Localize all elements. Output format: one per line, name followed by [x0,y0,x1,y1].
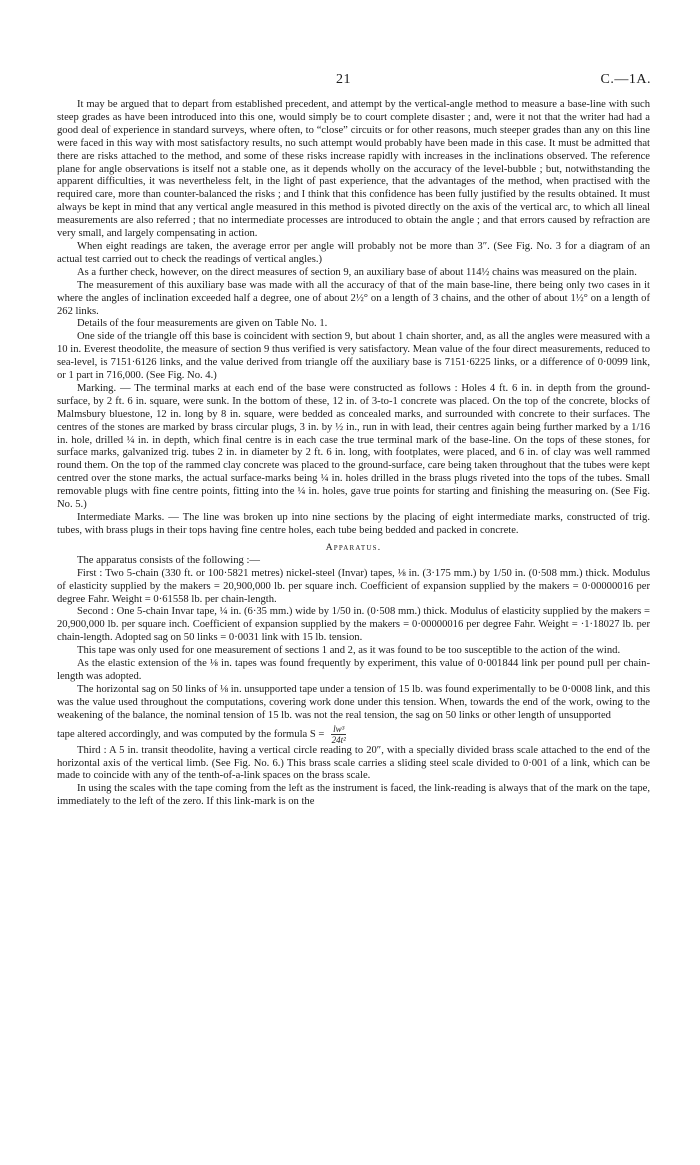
paragraph: The measurement of this auxiliary base was made with all the accuracy of that of the main base-line, there being only two cases in it where the angles of inclination exceeded half a degree, one of about 2½° on a length of 3 chains, and the other of about 1½° on a length of 262 links. [57,279,650,317]
paragraph: The apparatus consists of the following :— [77,554,261,566]
sag-formula [57,724,650,745]
paragraph: Third : A 5 in. transit theodolite, having a vertical circle reading to 20″, with a specially divided brass scale attached to the end of the horizontal axis of the vertical limb. (See Fig. No. 6.) This brass scale carries a sliding steel scale divided to 0·001 of a link, which can be made to coincide with any of the tenth-of-a-link spaces on the brass scale. [57,744,650,782]
section-heading: Apparatus. [325,542,382,553]
paragraph: First : Two 5-chain (330 ft. or 100·5821 metres) nickel-steel (Invar) tapes, ⅛ in. (3·175 mm.) by 1/50 in. (0·508 mm.) thick. Modulus of elasticity supplied by the makers = 20,900,000 lb. per square inch. Coefficient of expansion supplied by the makers = 0·00000016 per degree Fahr. Weight = 0·61558 lb. per chain-length. [57,567,650,605]
paragraph: As the elastic extension of the ⅛ in. tapes was found frequently by experiment, this value of 0·001844 link per pound pull per chain-length was adopted. [57,658,650,682]
paragraph: In using the scales with the tape coming from the left as the instrument is faced, the link-reading is always that of the mark on the tape, immediately to the left of the zero. If this link-mark is on the [57,783,650,808]
paragraph: This tape was only used for one measurement of sections 1 and 2, as it was found to be too susceptible to the action of the wind. [77,645,621,657]
paragraph: The horizontal sag on 50 links of ⅛ in. unsupported tape under a tension of 15 lb. was found experimentally to be 0·0008 link, and this was the value used throughout the computations, covering work done under this tension. When, towards the end of the work, owing to the weakening of the balance, the nominal tension of 15 lb. was not the real tension, the sag on 50 links or other length of unsupported [57,683,650,721]
formula-lead-text: tape altered accordingly, and was computed by the formula S = $\frac{\text{lw³}}{\text{24t²}}$ [57,723,346,745]
paragraph: Intermediate Marks. — The line was broken up into nine sections by the placing of eight intermediate marks, constructed of trig. tubes, with brass plugs in their tops having fine centre holes, each tube being bedded and packed in concrete. [57,512,650,536]
page-body [57,68,650,809]
paragraph: As a further check, however, on the direct measures of section 9, an auxiliary base of about 114½ chains was measured on the plain. [77,266,637,278]
paragraph: Second : One 5-chain Invar tape, ¼ in. (6·35 mm.) wide by 1/50 in. (0·508 mm.) thick. Modulus of elasticity supplied by the makers = 20,900,000 lb. per square inch. Coefficient of expansion supplied by the makers = 0·00000016 per degree Fahr. Weight = ·1·18027 lb. per chain-length. Adopted sag on 50 links = 0·0031 link with 15 lb. tension. [57,606,650,644]
paragraph: Details of the four measurements are given on Table No. 1. [77,318,328,330]
paragraph: It may be argued that to depart from established precedent, and attempt by the vertical-angle method to measure a base-line with such steep grades as have been introduced into this one, would simply be to court complete disaster ; and, were it not that the writer had had a good deal of experience in standard surveys, where often, to “close” circuits or for other reasons, much steeper grades than any on this line were faced in this way with most satisfactory results, no such attempt would probably have been made in this case. It must be admitted that there are risks attached to the method, and some of these risks increase rapidly with increases in the inclinations observed. The reference plane for angle observations is itself not a stable one, as it depends wholly on the accuracy of the level-bubble ; but, notwithstanding the apparent difficulties, it was nevertheless felt, in the light of past experience, that the advantages of the method, when practised with the required care, more than counter-balanced the risks ; and I think that this confidence has been fully justified by the results obtained. It must always be kept in mind that any vertical angle measured in this method is pivoted directly on the axis of the vertical arc, to which all lineal measurements are also referred ; that no intermediate processes are introduced to obtain the angle ; and that errors caused by refraction are very small, and largely compensating in action. [57,99,650,240]
section-code: C.—1A. [600,72,651,87]
paragraph: One side of the triangle off this base is coincident with section 9, but about 1 chain shorter, and, as all the angles were measured with a 10 in. Everest theodolite, the measure of section 9 thus verified is very satisfactory. Mean value of the four direct measurements, reduced to sea-level, is 7151·6126 links, and the value derived from triangle off the auxiliary base is 7151·6225 links, or a difference of 0·0099 link, or 1 part in 716,000. (See Fig. No. 4.) [57,331,650,382]
page-number: 21 [336,72,351,87]
paragraph: When eight readings are taken, the average error per angle will probably not be more than 3″. (See Fig. No. 3 for a diagram of an actual test carried out to check the readings of vertical angles.) [57,240,650,265]
formula-denominator: 24t² [331,734,346,745]
formula-fraction [331,724,346,745]
formula-numerator: lw³ [333,723,345,734]
paragraph: Marking. — The terminal marks at each end of the base were constructed as follows : Holes 4 ft. 6 in. in depth from the ground-surface, by 2 ft. 6 in. square, were sunk. In the bottom of these, 12 in. of 3-to-1 concrete was placed. On the top of the concrete, blocks of Malmsbury bluestone, 12 in. long by 8 in. square, were bedded as concealed marks, and surrounded with concrete to their surfaces. The centres of the stones are marked by brass circular plugs, 3 in. by ½ in., run in with lead, their centres again being further marked by a 1/16 in. hole, drilled ¼ in. in depth, which final centre is in each case the true terminal mark of the base-line. On the tops of these stones, for surface marks, galvanized trig. tubes 2 in. in diameter by 2 ft. 6 in. long, with footplates, were placed, and 6 in. of clay was well rammed round them. On the top of the rammed clay concrete was placed to the ground-surface, care being taken throughout that the tubes were kept centred over the stone marks, the actual surface-marks being ¼ in. holes drilled in the brass plugs riveted into the tops of the tubes. Small removable plugs with fine centre points, fitting into the ¼ in. holes, gave true points for starting and finishing the measuring on. (See Fig. No. 5.) [57,382,650,511]
